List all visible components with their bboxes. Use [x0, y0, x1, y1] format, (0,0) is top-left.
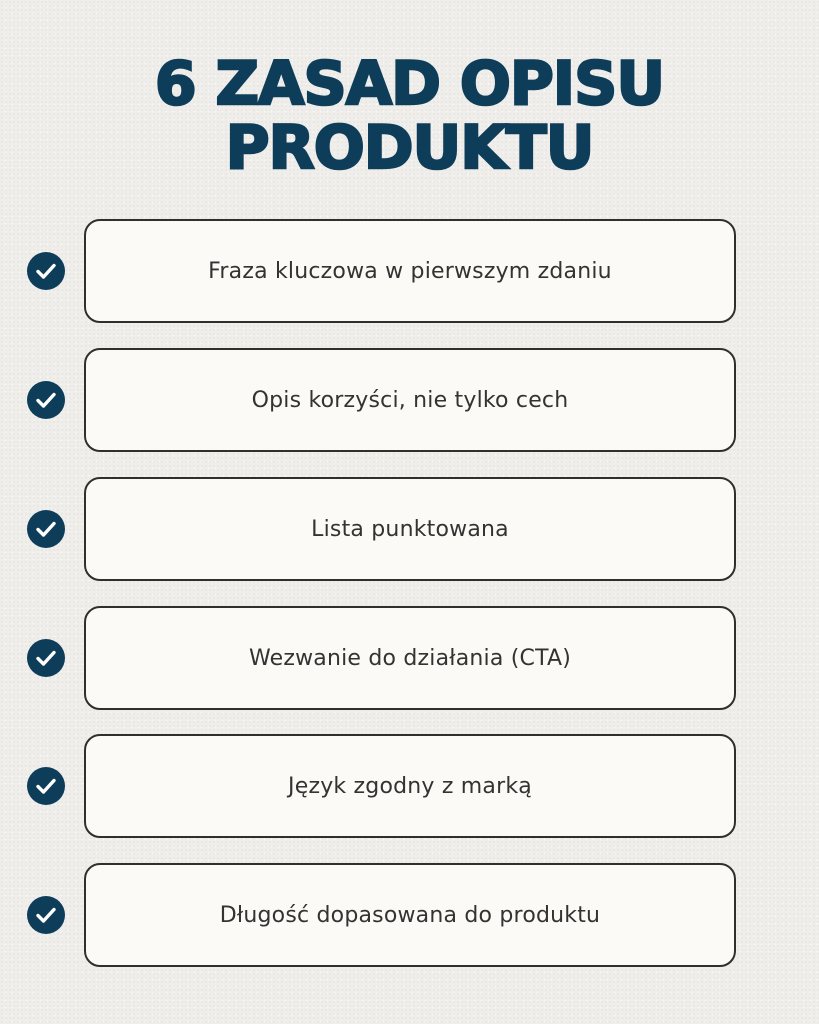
rule-text: Lista punktowana [311, 516, 509, 542]
rule-box [84, 863, 736, 967]
rule-box [84, 477, 736, 581]
rule-item-4 [0, 606, 819, 710]
rule-box [84, 219, 736, 323]
rule-box [84, 734, 736, 838]
rule-item-6 [0, 863, 819, 967]
rule-text: Fraza kluczowa w pierwszym zdaniu [208, 258, 612, 284]
check-circle-icon [27, 639, 65, 677]
title-line-2: PRODUKTU [225, 113, 594, 183]
rule-item-2 [0, 348, 819, 452]
check-circle-icon [27, 767, 65, 805]
rule-item-1 [0, 219, 819, 323]
rule-box [84, 348, 736, 452]
check-circle-icon [27, 381, 65, 419]
rule-text: Długość dopasowana do produktu [219, 902, 601, 928]
rule-text: Język zgodny z marką [288, 773, 532, 799]
page-title [0, 49, 819, 183]
check-circle-icon [27, 896, 65, 934]
rule-text: Wezwanie do działania (CTA) [248, 645, 572, 671]
rule-item-5 [0, 734, 819, 838]
rule-box [84, 606, 736, 710]
check-circle-icon [27, 510, 65, 548]
rule-item-3 [0, 477, 819, 581]
rule-text: Opis korzyści, nie tylko cech [251, 387, 569, 413]
title-line-1: 6 ZASAD OPISU [154, 49, 665, 119]
check-circle-icon [27, 252, 65, 290]
